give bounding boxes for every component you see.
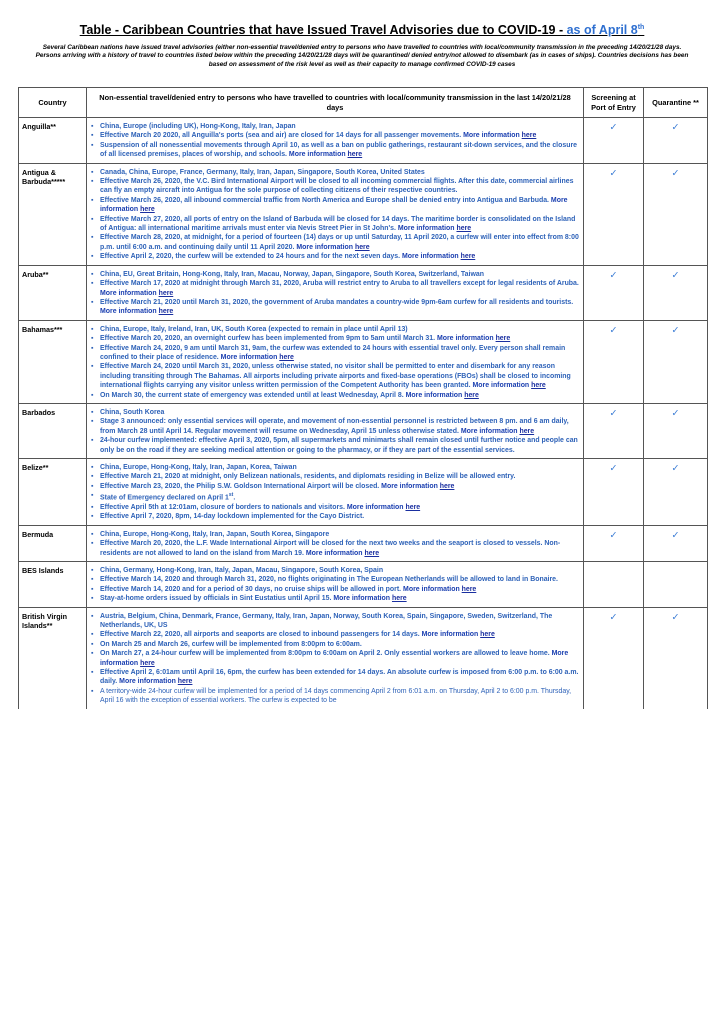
more-info-link[interactable]: here (495, 335, 511, 343)
list-item: ▪ Effective March 27, 2020, all ports of entry on the Island of Barbuda will be closed for 14 days. The maritime border is consolidated on the Island of Antigua: all international maritime arrivals must enter via Nevis Street Pier in St John's. More information here (91, 215, 579, 234)
list-item: ▪ On March 30, the current state of emergency was extended until at least Wednesday, April 8. More information here (91, 391, 579, 400)
title-date: as of April 8th (566, 23, 645, 37)
measures-cell (87, 118, 584, 164)
list-item: ▪ China, Europe, Hong-Kong, Italy, Iran, Japan, Korea, Taiwan (91, 463, 579, 472)
measures-list (91, 408, 579, 455)
list-item: ▪ 24-hour curfew implemented: effective April 3, 2020, 5pm, all supermarkets and minimarts shall remain closed until further notice and people can only be on the road if they are seeking medical attention or going to the pharmacy, or if they are part of the essential services. (91, 436, 579, 455)
list-item: ▪ Effective March 20, 2020, the L.F. Wade International Airport will be closed for the next two weeks and the seaport is closed to vessels. Non-residents are not allowed to land on the island from March 19. More information here (91, 539, 579, 558)
more-info-link[interactable]: here (460, 253, 476, 261)
country-cell: Bahamas*** (19, 320, 87, 403)
measures-list (91, 168, 579, 262)
more-info-label: More information (220, 353, 278, 361)
more-info-label: More information (100, 289, 157, 297)
table-row (19, 163, 708, 265)
list-item: ▪ China, Europe, Hong-Kong, Italy, Iran, Japan, South Korea, Singapore (91, 530, 579, 539)
list-item: ▪ China, Europe (including UK), Hong-Kong, Italy, Iran, Japan (91, 122, 579, 131)
more-info-link[interactable]: here (405, 503, 421, 511)
more-info-label: More information (402, 253, 459, 261)
country-cell: Antigua & Barbuda***** (19, 163, 87, 265)
more-info-label: More information (288, 151, 346, 159)
list-item: ▪ Effective March 24, 2020 until March 31, 2020, unless otherwise stated, no visitor shall be permitted to enter and disembark for any reason including transiting through The Bahamas. All airports including private airports and fixed-base operations (FBOs) shall be closed to incoming international flights carrying any visitor unless written permission of the Competent Authority has been granted. More information here (91, 362, 579, 390)
page-title (0, 23, 724, 37)
more-info-link[interactable]: here (464, 391, 479, 399)
screening-check-icon: ✓ (584, 607, 644, 709)
list-item: ▪ Effective March 28, 2020, at midnight, for a period of fourteen (14) days or up until Saturday, 11 April 2020, a curfew will enter into effect from 8:00 p.m. until 6:00 a.m. and continuing daily until 11 April 2020. More information here (91, 233, 579, 252)
measures-list (91, 566, 579, 604)
table-row (19, 459, 708, 526)
list-item: ▪ Effective March 14, 2020 and for a period of 30 days, no cruise ships will be allowed in port. More information here (91, 585, 579, 594)
more-info-link[interactable]: here (158, 289, 174, 297)
table-header-row (19, 88, 708, 118)
list-item: ▪ Effective April 7, 2020, 8pm, 14-day lockdown implemented for the Cayo District. (91, 512, 579, 521)
list-item: ▪ On March 27, a 24-hour curfew will be implemented from 8:00pm to 6:00am on April 2. Only essential workers are allowed to leave home. More information here (91, 649, 579, 668)
list-item: ▪ China, EU, Great Britain, Hong-Kong, Italy, Iran, Macau, Norway, Japan, Singapore, South Korea, Switzerland, Taiwan (91, 270, 579, 279)
more-info-label: More information (405, 391, 463, 399)
list-item: ▪ Effective March 14, 2020 and through March 31, 2020, no flights originating in The European Netherlands will be allowed to land in Bonaire. (91, 575, 579, 584)
country-cell: Aruba** (19, 265, 87, 320)
measures-list (91, 463, 579, 522)
screening-check-icon: ✓ (584, 265, 644, 320)
quarantine-check-icon: ✓ (644, 320, 708, 403)
more-info-link[interactable]: here (439, 482, 455, 490)
country-cell: Anguilla** (19, 118, 87, 164)
more-info-link[interactable]: here (140, 659, 155, 667)
list-item: ▪ Effective March 22, 2020, all airports and seaports are closed to inbound passengers for 14 days. More information here (91, 630, 579, 639)
list-item: ▪ Effective March 20 2020, all Anguilla's ports (sea and air) are closed for 14 days for all passenger movements. More information here (91, 131, 579, 140)
country-cell: BES Islands (19, 561, 87, 607)
list-item: ▪ Austria, Belgium, China, Denmark, France, Germany, Italy, Iran, Japan, Norway, South Korea, Spain, Singapore, Sweden, Switzerland, The Netherlands, UK, US (91, 612, 579, 631)
more-info-link[interactable]: here (480, 631, 495, 639)
table-row (19, 607, 708, 709)
list-item: ▪ Stage 3 announced: only essential services will operate, and movement of non-essential personnel is restricted between 8 pm. and 6 am daily, from March 28 until April 14. Regular movement will resume on Wednesday, April 15 unless otherwise stated. More information here (91, 417, 579, 436)
screening-check-icon: ✓ (584, 118, 644, 164)
intro-paragraph: Several Caribbean nations have issued travel advisories (either non-essential travel/denied entry to persons who have travelled to countries with local/community transmission in the preceding 14/20/21/28 days. Persons arriving with a history of travel to countries listed below within the preceding 14/20/21/28 days will be quarantined/ denied entry/not allowed to disembark (as in cases of ships). Countries decisions has been based on assessment of the risk level as well as their capacity to manage confirmed COVID-19 cases (35, 44, 689, 68)
country-cell: British Virgin Islands** (19, 607, 87, 709)
more-info-link[interactable]: here (364, 549, 380, 557)
more-info-link[interactable]: here (347, 151, 363, 159)
more-info-label: More information (346, 503, 404, 511)
measures-cell (87, 459, 584, 526)
list-item: ▪ China, South Korea (91, 408, 579, 417)
measures-cell (87, 403, 584, 458)
more-info-label: More information (421, 631, 479, 639)
country-cell: Barbados (19, 403, 87, 458)
more-info-link[interactable]: here (519, 427, 535, 435)
screening-cell (584, 561, 644, 607)
screening-check-icon: ✓ (584, 320, 644, 403)
screening-check-icon: ✓ (584, 525, 644, 561)
list-item: ▪ Effective March 26, 2020, all inbound commercial traffic from North America and Europe shall be denied entry into Antigua and Barbuda. More information here (91, 196, 579, 215)
list-item: ▪ Effective March 20, 2020, an overnight curfew has been implemented from 9pm to 5am until March 31. More information here (91, 334, 579, 343)
more-info-link[interactable]: here (354, 243, 370, 251)
header-travel: Non-essential travel/denied entry to persons who have travelled to countries with local/community transmission in the last 14/20/21/28 days (87, 88, 584, 118)
table-row (19, 525, 708, 561)
list-item: ▪ Effective April 2, 2020, the curfew will be extended to 24 hours and for the next seven days. More information here (91, 252, 579, 261)
quarantine-check-icon: ✓ (644, 163, 708, 265)
more-info-link[interactable]: here (391, 595, 407, 603)
header-country: Country (19, 88, 87, 118)
screening-check-icon: ✓ (584, 459, 644, 526)
measures-cell (87, 163, 584, 265)
table-row (19, 320, 708, 403)
measures-cell (87, 607, 584, 709)
more-info-label: More information (100, 196, 568, 214)
measures-list (91, 530, 579, 558)
list-item: ▪ On March 25 and March 26, curfew will be implemented from 8:00pm to 6:00am. (91, 640, 579, 649)
measures-cell (87, 265, 584, 320)
more-info-label: More information (296, 243, 354, 251)
more-info-label: More information (463, 132, 520, 140)
more-info-label: More information (100, 650, 569, 667)
more-info-label: More information (119, 678, 176, 686)
list-item: ▪ Effective March 24, 2020, 9 am until March 31, 9am, the curfew was extended to 24 hours with essential travel only. Every person shall remain confined to their place of residence. More information here (91, 344, 579, 363)
country-cell: Bermuda (19, 525, 87, 561)
more-info-label: More information (436, 335, 494, 343)
more-info-label: More information (397, 225, 455, 233)
more-info-label: More information (403, 585, 460, 593)
more-info-link[interactable]: here (521, 132, 537, 140)
table-row (19, 561, 708, 607)
table-row (19, 403, 708, 458)
measures-list (91, 270, 579, 317)
list-item: ▪ A territory-wide 24-hour curfew will be implemented for a period of 14 days commencing April 2 from 6:01 a.m. on Thursday, April 2 to 6:00 p.m. Thursday, April 16 with the exception of essential workers. The curfew is expected to be (91, 687, 579, 706)
more-info-link[interactable]: here (140, 206, 155, 214)
more-info-link[interactable]: here (279, 353, 294, 361)
more-info-label: More information (305, 549, 363, 557)
list-item: ▪ Effective March 23, 2020, the Philip S.W. Goldson International Airport will be closed. More information here (91, 482, 579, 491)
list-item: ▪ Effective March 17, 2020 at midnight through March 31, 2020, Aruba will restrict entry to Aruba to all travellers except for legal residents of Aruba. More information here (91, 279, 579, 298)
measures-list (91, 122, 579, 160)
measures-cell (87, 525, 584, 561)
table-row (19, 265, 708, 320)
measures-list (91, 612, 579, 706)
quarantine-check-icon: ✓ (644, 118, 708, 164)
list-item: ▪ China, Europe, Italy, Ireland, Iran, UK, South Korea (expected to remain in place until April 13) (91, 325, 579, 334)
screening-check-icon: ✓ (584, 163, 644, 265)
table-row (19, 118, 708, 164)
quarantine-check-icon: ✓ (644, 459, 708, 526)
header-screening: Screening at Port of Entry (584, 88, 644, 118)
list-item: ▪ State of Emergency declared on April 1st. (91, 491, 579, 503)
title-prefix: Table - Caribbean Countries that have Issued Travel Advisories due to COVID-19 - (79, 23, 567, 37)
list-item: ▪ Effective April 2, 6:01am until April 16, 6pm, the curfew has been extended for 14 days. An absolute curfew is imposed from 6:00 p.m. to 6:00 a.m. daily. More information here (91, 668, 579, 687)
measures-cell (87, 320, 584, 403)
advisories-table (18, 87, 708, 709)
quarantine-check-icon: ✓ (644, 265, 708, 320)
more-info-link[interactable]: here (177, 678, 193, 686)
measures-list (91, 325, 579, 400)
more-info-link[interactable]: here (456, 225, 472, 233)
list-item: ▪ Canada, China, Europe, France, Germany, Italy, Iran, Japan, Singapore, South Korea, United States (91, 168, 579, 177)
quarantine-cell (644, 561, 708, 607)
measures-cell (87, 561, 584, 607)
header-quarantine: Quarantine ** (644, 88, 708, 118)
more-info-label: More information (460, 427, 518, 435)
more-info-label: More information (100, 308, 157, 316)
quarantine-check-icon: ✓ (644, 525, 708, 561)
more-info-label: More information (333, 595, 391, 603)
more-info-label: More information (381, 482, 438, 490)
screening-check-icon: ✓ (584, 403, 644, 458)
quarantine-check-icon: ✓ (644, 403, 708, 458)
quarantine-check-icon: ✓ (644, 607, 708, 709)
list-item: ▪ Effective March 21, 2020 until March 31, 2020, the government of Aruba mandates a country-wide 9pm-6am curfew for all residents and tourists. More information here (91, 298, 579, 317)
list-item: ▪ Suspension of all nonessential movements through April 10, as well as a ban on public gatherings, restaurant sit-down services, and the closure of all licensed premises, places of worship, and schools. More information here (91, 141, 579, 160)
list-item: ▪ Effective March 21, 2020 at midnight, only Belizean nationals, residents, and diplomats residing in Belize will be allowed entry. (91, 472, 579, 481)
more-info-label: More information (472, 382, 530, 390)
more-info-link[interactable]: here (158, 308, 174, 316)
more-info-link[interactable]: here (531, 382, 546, 390)
list-item: ▪ China, Germany, Hong-Kong, Iran, Italy, Japan, Macau, Singapore, South Korea, Spain (91, 566, 579, 575)
list-item: ▪ Effective April 5th at 12:01am, closure of borders to nationals and visitors. More information here (91, 503, 579, 512)
country-cell: Belize** (19, 459, 87, 526)
list-item: ▪ Effective March 26, 2020, the V.C. Bird International Airport will be closed to all incoming commercial flights. After this date, commercial airlines can fly an empty aircraft into Antigua for the sole purpose of collecting citizens of their respective countries. (91, 177, 579, 196)
list-item: ▪ Stay-at-home orders issued by officials in Sint Eustatius until April 15. More information here (91, 594, 579, 603)
more-info-link[interactable]: here (461, 585, 477, 593)
